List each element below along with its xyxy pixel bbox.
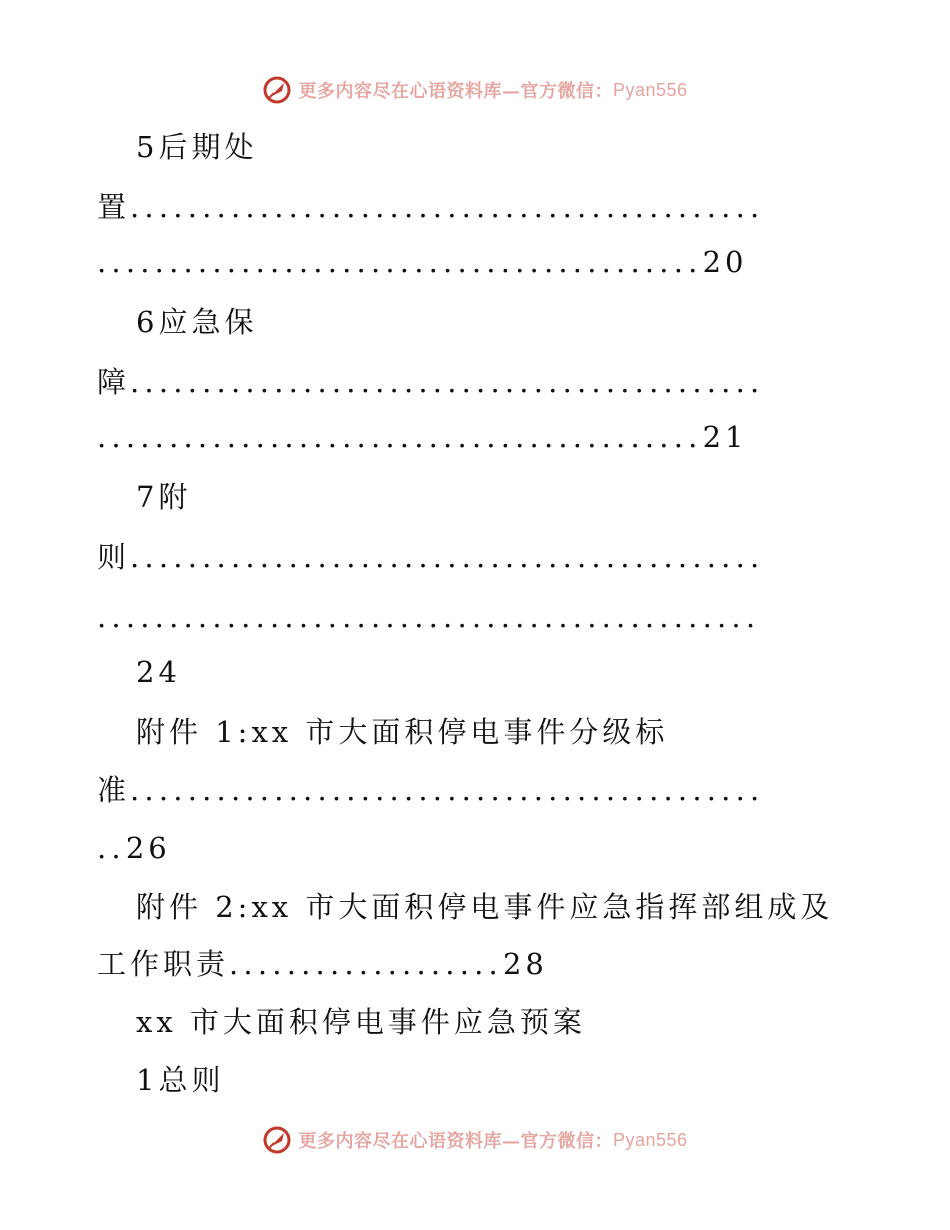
- toc-item-6-title: 6应急保: [136, 305, 258, 339]
- watermark-wechat-id: Pyan556: [612, 79, 688, 100]
- toc-leader-dots: ............................................: [130, 540, 765, 574]
- toc-item-5-page: 20: [702, 245, 748, 279]
- quill-logo-icon: [262, 75, 292, 105]
- toc-attachment-2-wrap: 工作职责: [97, 947, 230, 981]
- section-heading-1: 1总则: [136, 1063, 225, 1097]
- toc-leader-dots: ..............................................: [97, 600, 761, 634]
- quill-logo-icon: [262, 1125, 292, 1155]
- toc-leader-dots: ...................: [229, 947, 503, 981]
- toc-item-6-page-line: [97, 415, 747, 459]
- toc-item-7-page: 24: [136, 655, 181, 689]
- toc-attachment-1-page-line: [97, 826, 171, 870]
- toc-attachment-2-page: 28: [502, 947, 548, 981]
- watermark-text: 更多内容尽在心语资料库—官方微信：: [298, 81, 613, 102]
- toc-attachment-1-wrap: 准: [97, 773, 131, 807]
- toc-item-5-line: [97, 185, 764, 229]
- toc-leader-dots: ............................................: [130, 365, 765, 399]
- toc-item-6-wrap: 障: [97, 365, 131, 399]
- toc-item-6-line: [97, 360, 764, 404]
- toc-item-6-page: 21: [702, 420, 748, 454]
- watermark-header: [0, 70, 950, 110]
- toc-leader-dots: ..........................................: [97, 420, 703, 454]
- watermark-wechat-id: Pyan556: [612, 1129, 688, 1150]
- toc-item-5-wrap: 置: [97, 190, 131, 224]
- toc-leader-dots: ..: [97, 831, 126, 865]
- toc-attachment-1-line: [97, 768, 764, 812]
- watermark-footer: [0, 1120, 950, 1160]
- watermark-text: 更多内容尽在心语资料库—官方微信：: [298, 1131, 613, 1152]
- toc-item-5-title: 5后期处: [136, 130, 258, 164]
- toc-leader-dots: ............................................: [130, 190, 765, 224]
- toc-item-7-title: 7附: [136, 480, 192, 514]
- toc-leader-dots: ..........................................: [97, 245, 703, 279]
- toc-attachment-2-title: 附件 2:xx 市大面积停电事件应急指挥部组成及: [136, 890, 834, 924]
- toc-item-7-wrap: 则: [97, 540, 131, 574]
- document-title: xx 市大面积停电事件应急预案: [136, 1005, 586, 1039]
- toc-item-7-line: [97, 535, 764, 579]
- toc-attachment-1-page: 26: [125, 831, 171, 865]
- toc-attachment-2-line: [97, 942, 548, 986]
- toc-item-7-dots-line: [97, 595, 760, 639]
- toc-leader-dots: ............................................: [130, 773, 765, 807]
- toc-item-5-page-line: [97, 240, 747, 284]
- toc-attachment-1-title: 附件 1:xx 市大面积停电事件分级标: [136, 715, 669, 749]
